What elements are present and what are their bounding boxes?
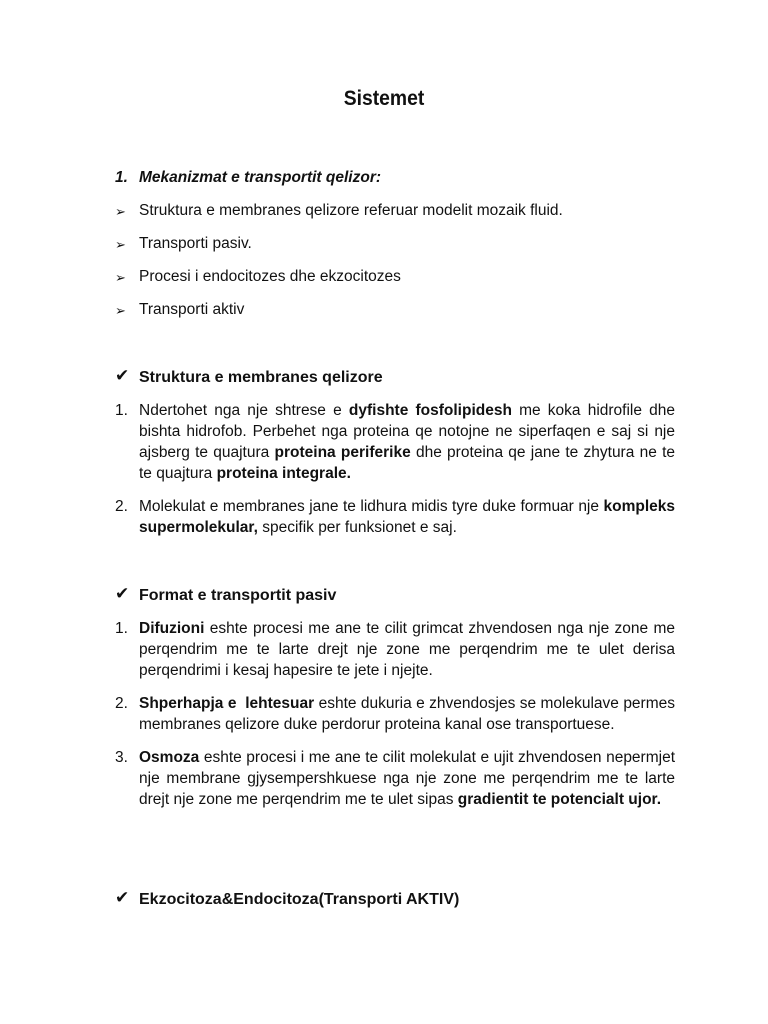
arrow-bullet-icon: ➢ [115, 270, 126, 285]
checkmark-icon: ✔ [115, 888, 130, 907]
bullet-text: Transporti aktiv [139, 301, 245, 318]
list-item [115, 233, 675, 254]
item-text: Molekulat e membranes jane te lidhura midis tyre duke formuar nje kompleks supermolekular, specifik per funksionet e saj. [139, 498, 675, 536]
list-item [115, 618, 675, 681]
item-text: Shperhapja e lehtesuar eshte dukuria e zhvendosjes se molekulave permes membranes qelizore duke perdorur proteina kanal ose transportuese. [139, 695, 676, 733]
item-number: 3. [115, 749, 128, 766]
bullet-text: Procesi i endocitozes dhe ekzocitozes [139, 268, 401, 285]
item-number: 1. [115, 620, 128, 637]
section-passive-transport [115, 585, 675, 810]
section-heading-row [115, 889, 675, 910]
list-item [115, 200, 675, 221]
item-number: 2. [115, 498, 128, 515]
section-heading: Struktura e membranes qelizore [139, 369, 383, 386]
item-text: Ndertohet nga nje shtrese e dyfishte fosfolipidesh me koka hidrofile dhe bishta hidrofob. Perbehet nga proteina qe notojne ne siperfaqen e saj si nje ajsberg te quajtura proteina periferike dhe proteina qe jane te zhytura ne te te quajtura proteina integrale. [139, 402, 676, 482]
bullet-text: Transporti pasiv. [139, 235, 252, 252]
list-item [115, 266, 675, 287]
arrow-bullet-icon: ➢ [115, 303, 126, 318]
section-heading: Ekzocitoza&Endocitoza(Transporti AKTIV) [139, 891, 460, 908]
list-item [115, 299, 675, 320]
section-heading-row [115, 367, 675, 388]
list-item [115, 693, 675, 735]
item-text: Osmoza eshte procesi i me ane te cilit molekulat e ujit zhvendosen nepermjet nje membrane gjysempershkuese nga nje zone me perqendrim me te larte drejt nje zone me perqendrim me te ulet sipas gradientit te potencialt ujor. [139, 749, 675, 808]
arrow-bullet-icon: ➢ [115, 237, 126, 252]
intro-section [115, 167, 675, 320]
intro-number: 1. [115, 169, 128, 186]
intro-heading-row [115, 167, 675, 188]
section-heading: Format e transportit pasiv [139, 587, 337, 604]
intro-heading: Mekanizmat e transportit qelizor: [139, 169, 382, 186]
section-active-transport [115, 889, 675, 910]
bullet-text: Struktura e membranes qelizore referuar modelit mozaik fluid. [139, 202, 563, 219]
checkmark-icon: ✔ [115, 366, 130, 385]
item-number: 1. [115, 402, 128, 419]
section-heading-row [115, 585, 675, 606]
checkmark-icon: ✔ [115, 584, 130, 603]
page-title: Sistemet [343, 87, 425, 110]
item-text: Difuzioni eshte procesi me ane te cilit grimcat zhvendosen nga nje zone me perqendrim me te larte drejt nje zone me perqendrim me te ulet derisa perqendrimi i kesaj hapesire te jete i njejte. [139, 620, 675, 679]
arrow-bullet-icon: ➢ [115, 204, 126, 219]
section-membrane-structure [115, 367, 675, 538]
item-number: 2. [115, 695, 128, 712]
list-item [115, 747, 675, 810]
list-item [115, 496, 675, 538]
list-item [115, 400, 675, 484]
